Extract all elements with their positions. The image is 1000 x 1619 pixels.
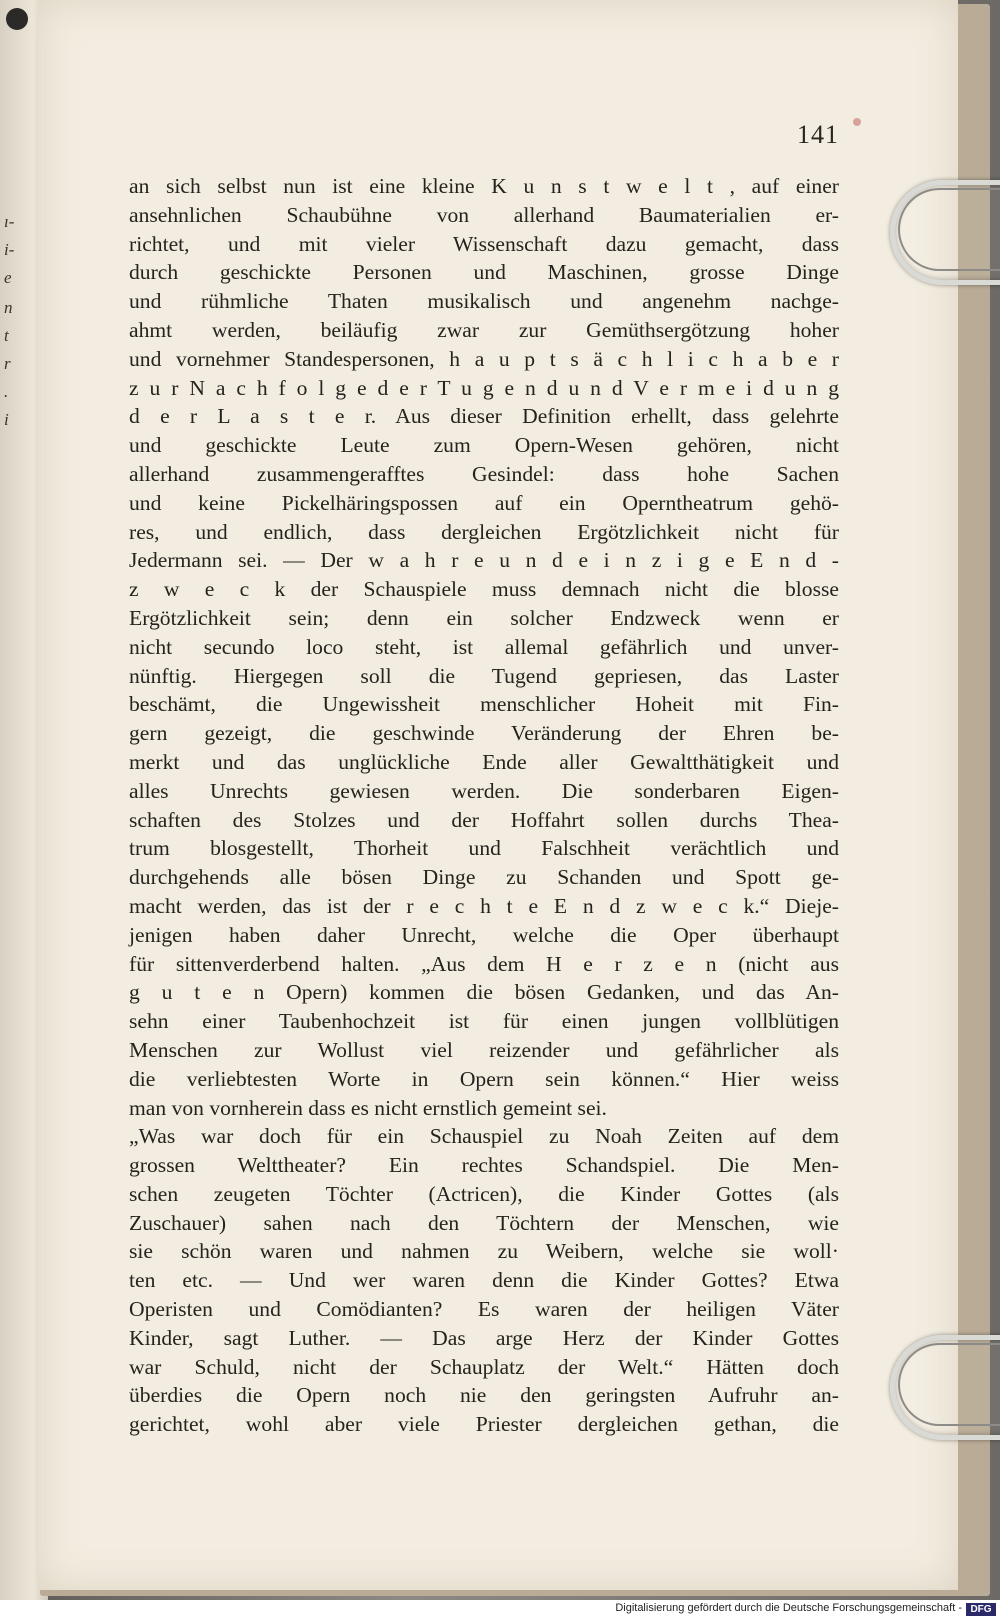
binder-hole [6, 8, 28, 30]
page-clip-top-inner [898, 188, 1000, 271]
facing-page-fragment: t [4, 326, 9, 345]
text-line: gern gezeigt, die geschwinde Veränderung der Ehren be- [129, 721, 839, 746]
text-line: ten etc. — Und wer waren denn die Kinder Gottes? Etwa [129, 1268, 839, 1293]
text-line: z w e c k der Schauspiele muss demnach nicht die blosse [129, 577, 839, 602]
facing-page-fragment: . [4, 382, 9, 401]
text-line: durch geschickte Personen und Maschinen, grosse Dinge [129, 260, 839, 285]
text-line: für sittenverderbend halten. „Aus dem H e r z e n (nicht aus [129, 951, 839, 976]
digitization-footer [0, 1600, 1000, 1619]
text-line: macht werden, das ist der r e c h t e E n d z w e c k.“ Dieje- [129, 893, 839, 918]
text-line: Kinder, sagt Luther. — Das arge Herz der Kinder Gottes [129, 1325, 839, 1350]
text-line: man von vornherein dass es nicht ernstlich gemeint sei. [129, 1095, 607, 1120]
text-line: an sich selbst nun ist eine kleine K u n s t w e l t , auf einer [129, 174, 839, 198]
text-line: ansehnlichen Schaubühne von allerhand Baumaterialien er- [129, 202, 839, 227]
facing-page-fragment: n [4, 298, 13, 317]
text-line: gerichtet, wohl aber viele Priester dergleichen gethan, die [129, 1412, 839, 1437]
dfg-logo: DFG [966, 1603, 996, 1616]
text-line: war Schuld, nicht der Schauplatz der Welt.“ Hätten doch [129, 1354, 839, 1379]
text-line: schaften des Stolzes und der Hoffahrt sollen durchs Thea- [129, 807, 839, 832]
text-line: „Was war doch für ein Schauspiel zu Noah Zeiten auf dem [129, 1124, 839, 1149]
text-line: jenigen haben daher Unrecht, welche die Oper überhaupt [129, 922, 839, 947]
text-line: und rühmliche Thaten musikalisch und angenehm nachge- [129, 289, 839, 314]
text-line: und geschickte Leute zum Opern-Wesen gehören, nicht [129, 433, 839, 458]
text-line: grossen Welttheater? Ein rechtes Schandspiel. Die Men- [129, 1153, 839, 1178]
text-line: nicht secundo loco steht, ist allemal gefährlich und unver- [129, 634, 839, 659]
body-text [129, 172, 839, 1439]
text-line: beschämt, die Ungewissheit menschlicher Hoheit mit Fin- [129, 692, 839, 717]
text-line: sie schön waren und nahmen zu Weibern, welche sie woll· [129, 1239, 839, 1264]
facing-page-fragment: r [4, 354, 11, 373]
text-line: durchgehends alle bösen Dinge zu Schanden und Spott ge- [129, 865, 839, 890]
text-line: allerhand zusammengerafftes Gesindel: dass hohe Sachen [129, 461, 839, 486]
text-line: z u r N a c h f o l g e d e r T u g e n d u n d V e r m e i d u n g [129, 375, 839, 400]
facing-page-fragment: ı- [4, 212, 15, 231]
text-line: alles Unrechts gewiesen werden. Die sonderbaren Eigen- [129, 778, 839, 803]
text-line: Operisten und Comödianten? Es waren der heiligen Väter [129, 1297, 839, 1322]
text-line: Menschen zur Wollust viel reizender und gefährlicher als [129, 1037, 839, 1062]
text-line: Jedermann sei. — Der w a h r e u n d e i n z i g e E n d - [129, 548, 839, 573]
text-line: trum blosgestellt, Thorheit und Falschheit verächtlich und [129, 836, 839, 861]
ink-spot [853, 118, 861, 126]
text-line: schen zeugeten Töchter (Actricen), die Kinder Gottes (als [129, 1181, 839, 1206]
facing-page-fragment: i- [4, 240, 15, 259]
text-line: g u t e n Opern) kommen die bösen Gedanken, und das An- [129, 980, 839, 1005]
text-line: ahmt werden, beiläufig zwar zur Gemüthsergötzung hoher [129, 317, 839, 342]
text-line: Zuschauer) sahen nach den Töchtern der Menschen, wie [129, 1210, 839, 1235]
funding-credit: Digitalisierung gefördert durch die Deutsche Forschungsgemeinschaft - [615, 1602, 962, 1614]
text-line: sehn einer Taubenhochzeit ist für einen jungen vollblütigen [129, 1009, 839, 1034]
text-line: und vornehmer Standespersonen, h a u p t s ä c h l i c h a b e r [129, 346, 839, 371]
text-line: nünftig. Hiergegen soll die Tugend gepriesen, das Laster [129, 663, 839, 688]
text-line: merkt und das unglückliche Ende aller Gewaltthätigkeit und [129, 749, 839, 774]
page-number: 141 [797, 120, 839, 149]
text-line: Ergötzlichkeit sein; denn ein solcher Endzweck wenn er [129, 605, 839, 630]
text-line: richtet, und mit vieler Wissenschaft dazu gemacht, dass [129, 231, 839, 256]
text-line: d e r L a s t e r. Aus dieser Definition erhellt, dass gelehrte [129, 404, 839, 429]
facing-page-fragment: e [4, 268, 12, 287]
page-clip-bottom-inner [898, 1343, 1000, 1426]
facing-page-fragment: i [4, 410, 9, 429]
text-line: die verliebtesten Worte in Opern sein können.“ Hier weiss [129, 1066, 839, 1091]
text-line: res, und endlich, dass dergleichen Ergötzlichkeit nicht für [129, 519, 839, 544]
text-line: und keine Pickelhäringspossen auf ein Operntheatrum gehö- [129, 490, 839, 515]
text-line: überdies die Opern noch nie den geringsten Aufruhr an- [129, 1383, 839, 1408]
